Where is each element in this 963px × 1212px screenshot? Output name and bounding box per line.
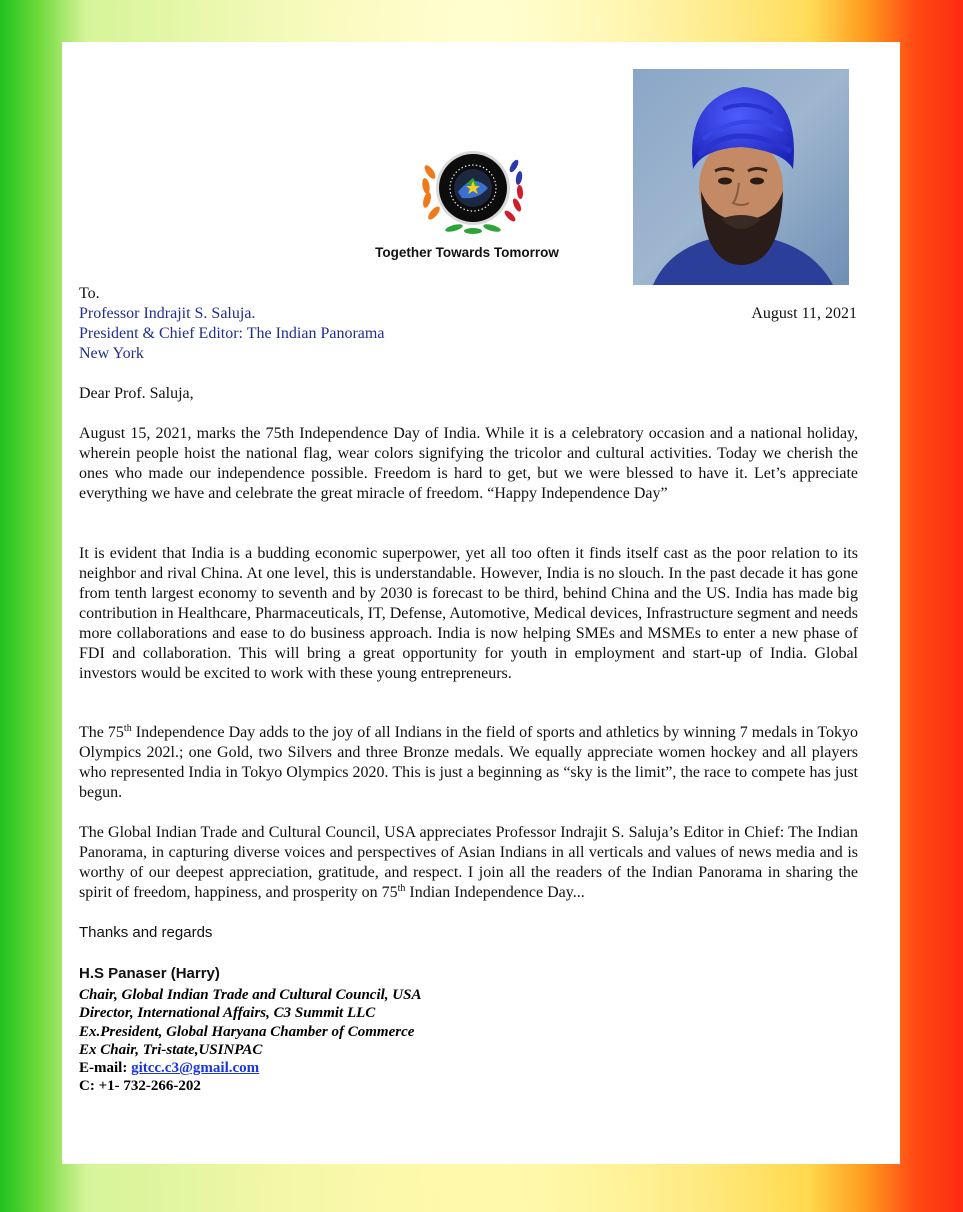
ordinal-suffix: th — [397, 883, 406, 894]
salutation: Dear Prof. Saluja, — [79, 385, 194, 402]
letter-date: August 11, 2021 — [751, 305, 857, 322]
recipient-city: New York — [79, 345, 144, 362]
signature-line-3: Ex.President, Global Haryana Chamber of Commerce — [79, 1023, 415, 1040]
paragraph-3-rest: Independence Day adds to the joy of all Indians in the field of sports and athletics by winning 7 medals in Tokyo Olympics 202l.; one Gold, two Silvers and three Bronze medals. We equally appreciate women hockey and all players who represented India in Tokyo Olympics 2020. This is just a beginning as “sky is the limit”, the race to compete has just begun. — [79, 724, 859, 801]
portrait-photo — [633, 69, 849, 285]
email-label: E-mail: — [79, 1060, 132, 1077]
signature-line-2: Director, International Affairs, C3 Summit LLC — [79, 1005, 376, 1022]
letter-page — [62, 42, 900, 1164]
signature-name: H.S Panaser (Harry) — [79, 965, 220, 982]
recipient-name: Professor Indrajit S. Saluja. — [79, 305, 256, 322]
recipient-title: President & Chief Editor: The Indian Panorama — [79, 325, 385, 342]
phone-number: C: +1- 732-266-202 — [79, 1078, 201, 1095]
recipient-address — [79, 304, 384, 364]
paragraph-1: August 15, 2021, marks the 75th Independence Day of India. While it is a celebratory occasion and a national holiday, wherein people hoist the national flag, wear colors signifying the tricolor and cultural activities. Today we cherish the ones who made our independence possible. Freedom is hard to get, but we were blessed to have it. Let’s appreciate everything we have and celebrate the great miracle of freedom. “Happy Independence Day” — [79, 425, 858, 502]
paragraph-4-rest: Indian Independence Day... — [405, 884, 585, 901]
closing: Thanks and regards — [79, 924, 213, 941]
gitcc-emblem-icon — [418, 142, 528, 238]
ordinal-suffix: th — [123, 723, 132, 734]
recipient-to: To. — [79, 285, 100, 302]
tagline: Together Towards Tomorrow — [375, 245, 559, 260]
paragraph-3-start: The 75 — [79, 724, 124, 741]
email-link[interactable]: gitcc.c3@gmail.com — [131, 1060, 260, 1077]
paragraph-2: It is evident that India is a budding economic superpower, yet all too often it finds itself cast as the poor relation to its neighbor and rival China. At one level, this is understandable. However, India is no slouch. In the past decade it has gone from tenth largest economy to seventh and by 2030 is forecast to be third, behind China and the US. India has made big contribution in Healthcare, Pharmaceuticals, IT, Defense, Automotive, Medical devices, Infrastructure segment and needs more collaborations and ease to do business approach. India is now helping SMEs and MSMEs to enter a new phase of FDI and collaboration. This will bring a great opportunity for youth in employment and start-up of India. Global investors would be excited to work with these young entrepreneurs. — [79, 545, 858, 682]
signature-block — [79, 986, 421, 1096]
paragraph-4 — [79, 823, 858, 903]
paragraph-3 — [79, 723, 858, 803]
paragraph-4-start: The Global Indian Trade and Cultural Council, USA appreciates Professor Indrajit S. Saluja’s Editor in Chief: The Indian Panorama, in capturing diverse voices and perspectives of Asian Indians in all verticals and values of news media and is worthy of our deepest appreciation, gratitude, and respect. I join all the readers of the Indian Panorama in sharing the spirit of freedom, happiness, and prosperity on 75 — [79, 824, 858, 901]
signature-line-4: Ex Chair, Tri-state,USINPAC — [79, 1041, 263, 1058]
signature-line-1: Chair, Global Indian Trade and Cultural Council, USA — [79, 987, 422, 1003]
